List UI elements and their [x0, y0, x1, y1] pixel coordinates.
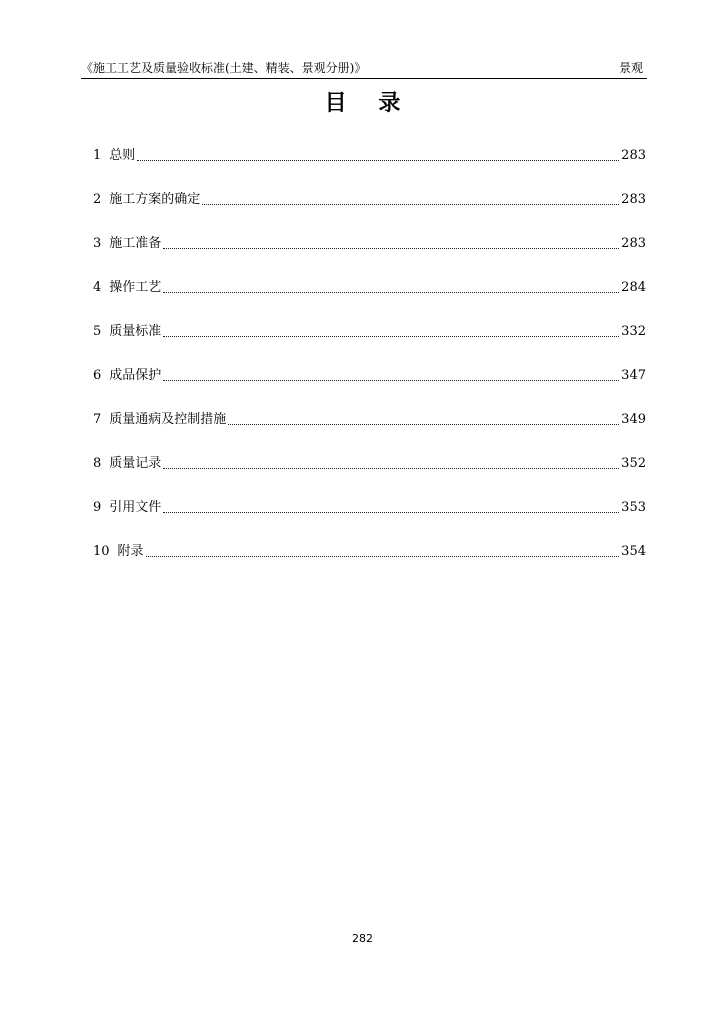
toc-entry[interactable] — [93, 222, 646, 266]
toc-entry-number: 9 — [93, 500, 102, 515]
toc-entry-number: 8 — [93, 456, 102, 471]
toc-entry-title: 引用文件 — [109, 500, 162, 515]
toc-entry-number: 6 — [93, 368, 102, 383]
toc-title: 目 录 — [324, 91, 413, 116]
toc-dot-leader — [137, 159, 619, 161]
header-document-title: 《施工工艺及质量验收标准(土建、精装、景观分册)》 — [81, 61, 367, 75]
toc-entry[interactable] — [93, 442, 646, 486]
toc-entry-number: 10 — [93, 544, 110, 559]
toc-entry-title: 施工准备 — [109, 236, 162, 251]
toc-entry-title: 附录 — [117, 544, 144, 559]
toc-dot-leader — [163, 511, 619, 513]
toc-dot-leader — [163, 467, 619, 469]
toc-entry-page: 352 — [621, 456, 646, 471]
header-section-name: 景观 — [618, 61, 643, 75]
toc-entry[interactable] — [93, 134, 646, 178]
toc-entry-title: 质量标准 — [109, 324, 162, 339]
toc-entry-title: 施工方案的确定 — [109, 192, 201, 207]
toc-entry[interactable] — [93, 530, 646, 574]
toc-dot-leader — [202, 203, 619, 205]
toc-entry-number: 4 — [93, 280, 102, 295]
toc-entry[interactable] — [93, 310, 646, 354]
running-header — [81, 59, 647, 77]
toc-entry-page: 349 — [621, 412, 646, 427]
toc-entry-title: 总则 — [109, 148, 136, 163]
toc-entry-number: 2 — [93, 192, 102, 207]
toc-dot-leader — [163, 291, 619, 293]
toc-dot-leader — [163, 335, 619, 337]
toc-dot-leader — [163, 247, 619, 249]
toc-dot-leader — [146, 555, 620, 557]
toc-entry-title: 质量记录 — [109, 456, 162, 471]
toc-entry-page: 354 — [621, 544, 646, 559]
toc-dot-leader — [228, 423, 619, 425]
toc-entry-page: 332 — [621, 324, 646, 339]
toc-entry-page: 283 — [621, 236, 646, 251]
toc-entry[interactable] — [93, 178, 646, 222]
toc-entry[interactable] — [93, 266, 646, 310]
toc-entry-title: 成品保护 — [109, 368, 162, 383]
toc-dot-leader — [163, 379, 619, 381]
toc-entry-page: 353 — [621, 500, 646, 515]
toc-entry[interactable] — [93, 486, 646, 530]
toc-entry-number: 3 — [93, 236, 102, 251]
toc-entry-number: 1 — [93, 148, 102, 163]
toc-entry-number: 7 — [93, 412, 102, 427]
table-of-contents — [93, 134, 646, 574]
toc-entry-number: 5 — [93, 324, 102, 339]
toc-entry-page: 283 — [621, 192, 646, 207]
toc-entry-page: 347 — [621, 368, 646, 383]
header-divider — [81, 78, 647, 79]
toc-entry-page: 284 — [621, 280, 646, 295]
toc-entry[interactable] — [93, 398, 646, 442]
toc-entry[interactable] — [93, 354, 646, 398]
toc-entry-title: 操作工艺 — [109, 280, 162, 295]
toc-entry-page: 283 — [621, 148, 646, 163]
toc-entry-title: 质量通病及控制措施 — [109, 412, 227, 427]
page-number: 282 — [352, 932, 373, 945]
